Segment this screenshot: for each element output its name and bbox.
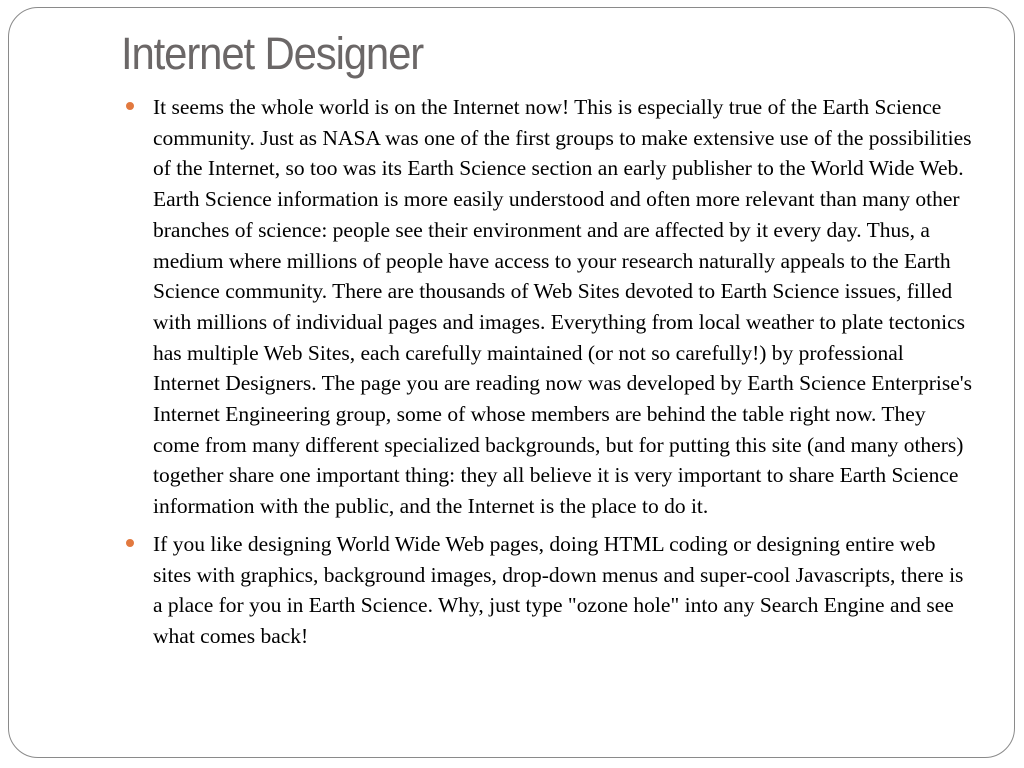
bullet-text-2: If you like designing World Wide Web pages, doing HTML coding or designing entire web sites with graphics, background images, drop-down menus and super-cool Javascripts, there is a place for you in Earth Science. Why, just type "ozone hole" into any Search Engine and see what comes back! (153, 531, 964, 648)
bullet-list (126, 92, 976, 659)
bullet-item-1 (126, 92, 976, 522)
bullet-dot-icon (126, 539, 134, 547)
slide-title: Internet Designer (121, 28, 424, 79)
bullet-item-2 (126, 529, 976, 652)
slide-frame (8, 7, 1015, 758)
bullet-text-1: It seems the whole world is on the Internet now! This is especially true of the Earth Science community. Just as NASA was one of the first groups to make extensive use of the possibilities of the Internet, so too was its Earth Science section an early publisher to the World Wide Web. Earth Science information is more easily understood and often more relevant than many other branches of science: people see their environment and are affected by it every day. Thus, a medium where millions of people have access to your research naturally appeals to the Earth Science community. There are thousands of Web Sites devoted to Earth Science issues, filled with millions of individual pages and images. Everything from local weather to plate tectonics has multiple Web Sites, each carefully maintained (or not so carefully!) by professional Internet Designers. The page you are reading now was developed by Earth Science Enterprise's Internet Engineering group, some of whose members are behind the table right now. They come from many different specialized backgrounds, but for putting this site (and many others) together share one important thing: they all believe it is very important to share Earth Science information with the public, and the Internet is the place to do it. (153, 95, 972, 519)
bullet-dot-icon (126, 102, 134, 110)
